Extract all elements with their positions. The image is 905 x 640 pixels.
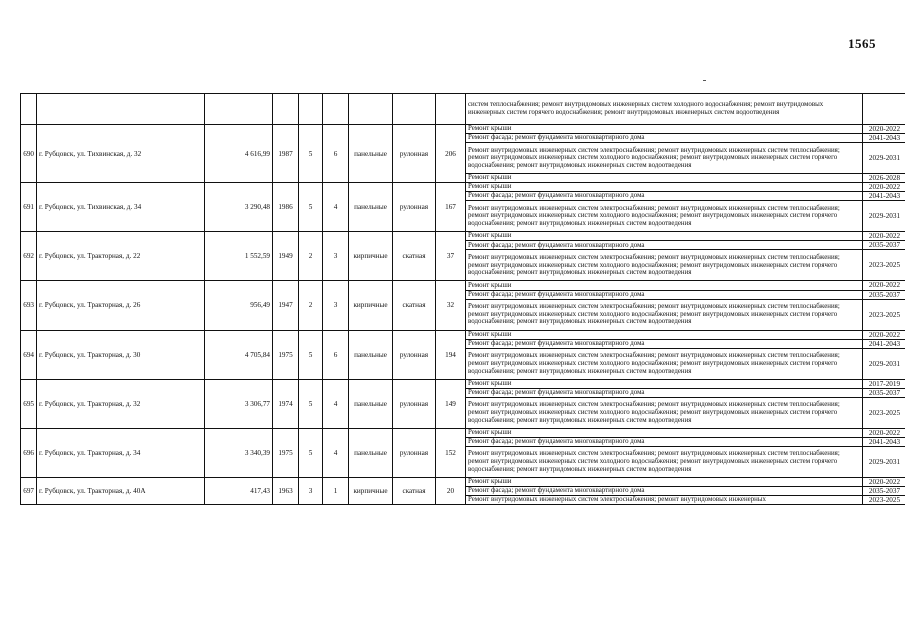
- address: г. Рубцовск, ул. Тракторная, д. 26: [37, 281, 205, 330]
- work-period: 2020-2022: [863, 428, 905, 437]
- entrances: 4: [323, 183, 349, 232]
- work-period: 2035-2037: [863, 487, 905, 496]
- entrances: 4: [323, 379, 349, 428]
- row-number: 693: [21, 281, 37, 330]
- floors: 5: [299, 183, 323, 232]
- work-period: 2020-2022: [863, 477, 905, 486]
- work-description: Ремонт фасада; ремонт фундамента многоквартирного дома: [466, 339, 863, 348]
- work-description: Ремонт крыши: [466, 379, 863, 388]
- table-row: [21, 232, 905, 241]
- row-number: 695: [21, 379, 37, 428]
- build-year: 1987: [273, 125, 299, 183]
- work-period: 2041-2043: [863, 134, 905, 143]
- roof-type: скатная: [393, 477, 436, 504]
- table-row: [21, 428, 905, 437]
- table-body: [21, 94, 905, 505]
- residents-count: 149: [436, 379, 466, 428]
- wall-material: кирпичные: [349, 281, 393, 330]
- roof-type: рулонная: [393, 379, 436, 428]
- total-area: 4 705,84: [205, 330, 273, 379]
- work-period: 2020-2022: [863, 330, 905, 339]
- work-period: 2023-2025: [863, 299, 905, 330]
- work-description: Ремонт крыши: [466, 330, 863, 339]
- work-period: 2023-2025: [863, 397, 905, 428]
- work-description: Ремонт крыши: [466, 183, 863, 192]
- wall-material: панельные: [349, 379, 393, 428]
- work-description: Ремонт крыши: [466, 281, 863, 290]
- total-area: 3 340,39: [205, 428, 273, 477]
- build-year: 1986: [273, 183, 299, 232]
- work-description: Ремонт внутридомовых инженерных систем электроснабжения; ремонт внутридомовых инженерных систем теплоснабжения; ремонт внутридомовых инженерных систем холодного водоснабжения; ремонт внутридомовых инженерных систем горячего водоснабжения; ремонт внутридомовых инженерных систем водоотведения: [466, 446, 863, 477]
- residents-count: 37: [436, 232, 466, 281]
- roof-type: скатная: [393, 232, 436, 281]
- address: г. Рубцовск, ул. Тракторная, д. 34: [37, 428, 205, 477]
- total-area: 417,43: [205, 477, 273, 504]
- row-number: 692: [21, 232, 37, 281]
- scan-artifact: [703, 80, 706, 81]
- table-row: [21, 183, 905, 192]
- roof-type: рулонная: [393, 125, 436, 183]
- work-description: Ремонт внутридомовых инженерных систем электроснабжения; ремонт внутридомовых инженерных систем теплоснабжения; ремонт внутридомовых инженерных систем холодного водоснабжения; ремонт внутридомовых инженерных систем горячего водоснабжения; ремонт внутридомовых инженерных систем водоотведения: [466, 143, 863, 174]
- table-row: [21, 125, 905, 134]
- work-description: Ремонт фасада; ремонт фундамента многоквартирного дома: [466, 241, 863, 250]
- work-period: 2029-2031: [863, 348, 905, 379]
- residents-count: 152: [436, 428, 466, 477]
- work-description: систем теплоснабжения; ремонт внутридомовых инженерных систем холодного водоснабжения; ремонт внутридомовых инженерных систем горячего водоснабжения; ремонт внутридомовых инженерных систем водоотведения: [466, 94, 863, 125]
- work-description: Ремонт фасада; ремонт фундамента многоквартирного дома: [466, 437, 863, 446]
- wall-material: кирпичные: [349, 232, 393, 281]
- floors: 5: [299, 379, 323, 428]
- work-description: Ремонт внутридомовых инженерных систем электроснабжения; ремонт внутридомовых инженерных систем теплоснабжения; ремонт внутридомовых инженерных систем холодного водоснабжения; ремонт внутридомовых инженерных систем горячего водоснабжения; ремонт внутридомовых инженерных систем водоотведения: [466, 299, 863, 330]
- work-period: 2041-2043: [863, 437, 905, 446]
- build-year: 1963: [273, 477, 299, 504]
- floors: 2: [299, 232, 323, 281]
- row-number: 690: [21, 125, 37, 183]
- work-description: Ремонт фасада; ремонт фундамента многоквартирного дома: [466, 388, 863, 397]
- work-period: 2041-2043: [863, 339, 905, 348]
- total-area: 3 306,77: [205, 379, 273, 428]
- row-number: 697: [21, 477, 37, 504]
- work-period: 2020-2022: [863, 281, 905, 290]
- work-period: 2020-2022: [863, 125, 905, 134]
- wall-material: панельные: [349, 183, 393, 232]
- row-number: 694: [21, 330, 37, 379]
- wall-material: панельные: [349, 125, 393, 183]
- address: г. Рубцовск, ул. Тракторная, д. 32: [37, 379, 205, 428]
- work-period: 2035-2037: [863, 290, 905, 299]
- work-description: Ремонт фасада; ремонт фундамента многоквартирного дома: [466, 487, 863, 496]
- work-description: Ремонт крыши: [466, 428, 863, 437]
- work-description: Ремонт внутридомовых инженерных систем электроснабжения; ремонт внутридомовых инженерных систем теплоснабжения; ремонт внутридомовых инженерных систем холодного водоснабжения; ремонт внутридомовых инженерных систем горячего водоснабжения; ремонт внутридомовых инженерных систем водоотведения: [466, 250, 863, 281]
- work-description: Ремонт внутридомовых инженерных систем электроснабжения; ремонт внутридомовых инженерных систем теплоснабжения; ремонт внутридомовых инженерных систем холодного водоснабжения; ремонт внутридомовых инженерных систем горячего водоснабжения; ремонт внутридомовых инженерных систем водоотведения: [466, 348, 863, 379]
- entrances: 3: [323, 232, 349, 281]
- table-row: [21, 281, 905, 290]
- residents-count: 20: [436, 477, 466, 504]
- work-description: Ремонт крыши: [466, 232, 863, 241]
- build-year: 1949: [273, 232, 299, 281]
- repair-program-table: [20, 93, 905, 505]
- total-area: 1 552,59: [205, 232, 273, 281]
- residents-count: 167: [436, 183, 466, 232]
- table-row: [21, 379, 905, 388]
- address: г. Рубцовск, ул. Тракторная, д. 22: [37, 232, 205, 281]
- work-period: [863, 94, 905, 125]
- work-description: Ремонт внутридомовых инженерных систем электроснабжения; ремонт внутридомовых инженерных систем теплоснабжения; ремонт внутридомовых инженерных систем холодного водоснабжения; ремонт внутридомовых инженерных систем горячего водоснабжения; ремонт внутридомовых инженерных систем водоотведения: [466, 201, 863, 232]
- work-description: Ремонт фасада; ремонт фундамента многоквартирного дома: [466, 290, 863, 299]
- row-number: 696: [21, 428, 37, 477]
- roof-type: скатная: [393, 281, 436, 330]
- wall-material: панельные: [349, 428, 393, 477]
- build-year: 1947: [273, 281, 299, 330]
- work-period: 2023-2025: [863, 250, 905, 281]
- entrances: 3: [323, 281, 349, 330]
- roof-type: рулонная: [393, 428, 436, 477]
- work-period: 2020-2022: [863, 232, 905, 241]
- work-description: Ремонт крыши: [466, 174, 863, 183]
- work-description: Ремонт внутридомовых инженерных систем электроснабжения; ремонт внутридомовых инженерных: [466, 496, 863, 505]
- work-period: 2020-2022: [863, 183, 905, 192]
- entrances: 1: [323, 477, 349, 504]
- floors: 5: [299, 125, 323, 183]
- continuation-row: [21, 94, 905, 125]
- work-description: Ремонт крыши: [466, 125, 863, 134]
- total-area: 956,49: [205, 281, 273, 330]
- entrances: 6: [323, 330, 349, 379]
- work-period: 2041-2043: [863, 192, 905, 201]
- work-period: 2035-2037: [863, 241, 905, 250]
- residents-count: 32: [436, 281, 466, 330]
- work-description: Ремонт внутридомовых инженерных систем электроснабжения; ремонт внутридомовых инженерных систем теплоснабжения; ремонт внутридомовых инженерных систем холодного водоснабжения; ремонт внутридомовых инженерных систем горячего водоснабжения; ремонт внутридомовых инженерных систем водоотведения: [466, 397, 863, 428]
- residents-count: 206: [436, 125, 466, 183]
- build-year: 1974: [273, 379, 299, 428]
- address: г. Рубцовск, ул. Тракторная, д. 40А: [37, 477, 205, 504]
- address: г. Рубцовск, ул. Тихвинская, д. 32: [37, 125, 205, 183]
- table-row: [21, 330, 905, 339]
- floors: 2: [299, 281, 323, 330]
- floors: 3: [299, 477, 323, 504]
- total-area: 3 290,48: [205, 183, 273, 232]
- floors: 5: [299, 330, 323, 379]
- residents-count: 194: [436, 330, 466, 379]
- wall-material: кирпичные: [349, 477, 393, 504]
- work-period: 2017-2019: [863, 379, 905, 388]
- work-description: Ремонт фасада; ремонт фундамента многоквартирного дома: [466, 192, 863, 201]
- roof-type: рулонная: [393, 183, 436, 232]
- work-period: 2029-2031: [863, 446, 905, 477]
- entrances: 4: [323, 428, 349, 477]
- build-year: 1975: [273, 428, 299, 477]
- address: г. Рубцовск, ул. Тихвинская, д. 34: [37, 183, 205, 232]
- table-row: [21, 477, 905, 486]
- wall-material: панельные: [349, 330, 393, 379]
- row-number: 691: [21, 183, 37, 232]
- work-period: 2029-2031: [863, 143, 905, 174]
- work-description: Ремонт фасада; ремонт фундамента многоквартирного дома: [466, 134, 863, 143]
- address: г. Рубцовск, ул. Тракторная, д. 30: [37, 330, 205, 379]
- work-period: 2029-2031: [863, 201, 905, 232]
- page-number: 1565: [848, 36, 876, 51]
- roof-type: рулонная: [393, 330, 436, 379]
- floors: 5: [299, 428, 323, 477]
- entrances: 6: [323, 125, 349, 183]
- total-area: 4 616,99: [205, 125, 273, 183]
- build-year: 1975: [273, 330, 299, 379]
- work-period: 2035-2037: [863, 388, 905, 397]
- work-period: 2026-2028: [863, 174, 905, 183]
- work-description: Ремонт крыши: [466, 477, 863, 486]
- work-period: 2023-2025: [863, 496, 905, 505]
